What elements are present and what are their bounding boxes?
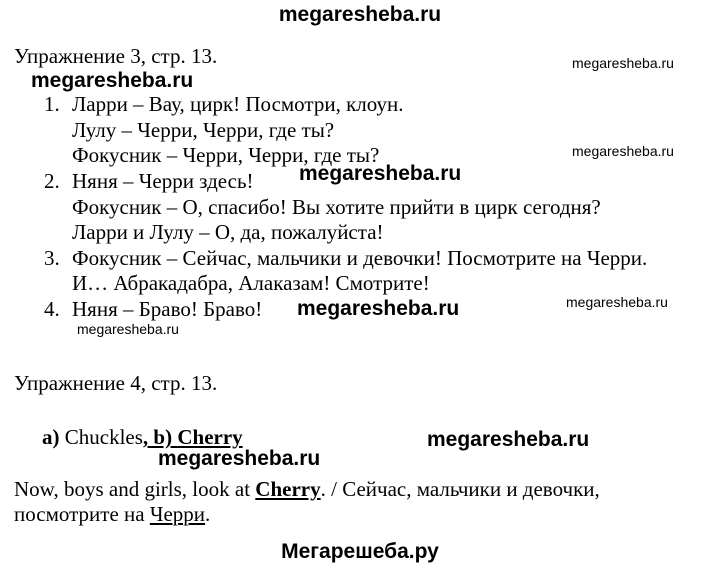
watermark: megaresheba.ru — [297, 297, 460, 320]
list-item-3 — [44, 246, 647, 270]
list-item-4 — [44, 297, 262, 321]
sentence-text: . — [205, 502, 211, 526]
sentence-line-2 — [14, 502, 210, 526]
exercise-4-heading: Упражнение 4, стр. 13. — [14, 371, 218, 395]
footer-watermark: Мегарешеба.ру — [281, 540, 439, 563]
watermark: megaresheba.ru — [31, 69, 194, 92]
watermark: megaresheba.ru — [299, 162, 462, 185]
answer-b: Cherry — [177, 425, 243, 449]
sentence-text: . / Сейчас, мальчики и девочки, — [320, 477, 600, 501]
sentence-highlight: Черри — [149, 502, 206, 526]
item-number: 4. — [44, 297, 60, 321]
sentence-line-1 — [14, 477, 600, 501]
answer-label-a: a) — [42, 425, 60, 449]
line: И… Абракадабра, Алаказам! Смотрите! — [72, 271, 430, 295]
line: Ларри и Лулу – О, да, пожалуйста! — [72, 220, 384, 244]
answer-separator: , b) — [142, 425, 178, 449]
line: Няня – Браво! Браво! — [72, 297, 263, 321]
watermark: megaresheba.ru — [427, 428, 590, 451]
answer-a: Chuckles — [64, 425, 143, 449]
line: Лулу – Черри, Черри, где ты? — [72, 118, 335, 142]
sentence-text: Now, boys and girls, look at — [14, 477, 256, 501]
list-item-2 — [44, 169, 254, 193]
answer-line — [42, 425, 243, 449]
watermark: megaresheba.ru — [566, 294, 668, 310]
sentence-text: посмотрите на — [14, 502, 150, 526]
list-item-1 — [44, 92, 403, 116]
line: Ларри – Вау, цирк! Посмотри, клоун. — [72, 92, 404, 116]
item-number: 1. — [44, 92, 60, 116]
header-watermark: megaresheba.ru — [278, 3, 442, 26]
watermark: megaresheba.ru — [572, 55, 674, 71]
item-number: 2. — [44, 169, 60, 193]
line: Фокусник – Черри, Черри, где ты? — [72, 143, 380, 167]
line: Фокусник – Сейчас, мальчики и девочки! Посмотрите на Черри. — [72, 246, 648, 270]
watermark: megaresheba.ru — [158, 447, 321, 470]
sentence-highlight: Cherry — [255, 477, 321, 501]
watermark: megaresheba.ru — [77, 321, 179, 337]
line: Няня – Черри здесь! — [72, 169, 254, 193]
exercise-3-heading: Упражнение 3, стр. 13. — [14, 44, 218, 68]
item-number: 3. — [44, 246, 60, 270]
watermark: megaresheba.ru — [572, 143, 674, 159]
line: Фокусник – О, спасибо! Вы хотите прийти в цирк сегодня? — [72, 195, 601, 219]
